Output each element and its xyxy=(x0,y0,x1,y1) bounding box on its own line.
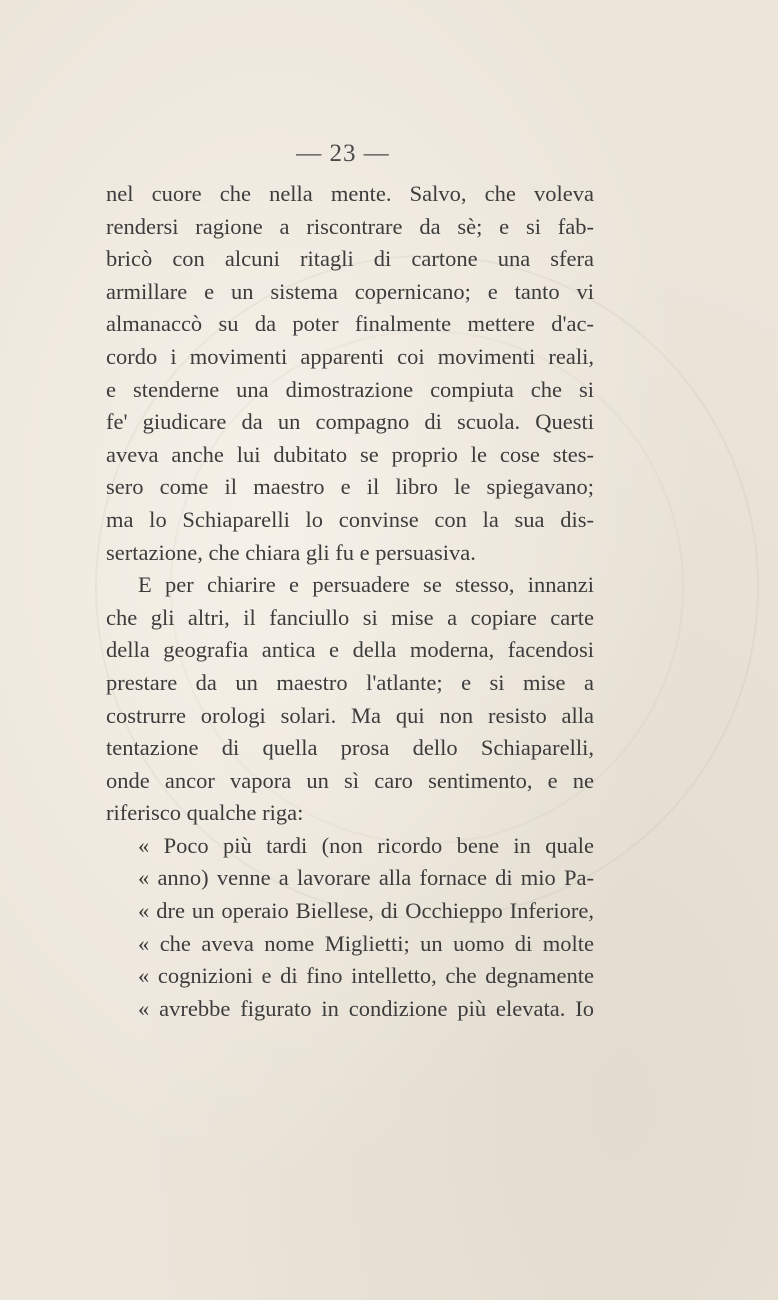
text-line: almanaccò su da poter finalmente mettere d'ac- xyxy=(106,311,594,337)
text-line: sertazione, che chiara gli fu e persuasiva. xyxy=(106,539,476,565)
text-line: e stenderne una dimostrazione compiuta che si xyxy=(106,376,594,402)
page-number: — 23 — xyxy=(296,140,390,167)
quote-line: « cognizioni e di fino intelletto, che degnamente xyxy=(138,963,594,989)
text-line: prestare da un maestro l'atlante; e si mise a xyxy=(106,669,594,695)
text-line: che gli altri, il fanciullo si mise a copiare carte xyxy=(106,604,594,630)
text-line: bricò con alcuni ritagli di cartone una sfera xyxy=(106,246,594,272)
quote-line: « Poco più tardi (non ricordo bene in quale xyxy=(138,832,594,858)
text-line: costrurre orologi solari. Ma qui non resisto alla xyxy=(106,702,594,728)
quote-line: « dre un operaio Biellese, di Occhieppo Inferiore, xyxy=(138,898,594,924)
text-line: rendersi ragione a riscontrare da sè; e si fab- xyxy=(106,213,594,239)
text-line: riferisco qualche riga: xyxy=(106,800,304,826)
quote-line: « anno) venne a lavorare alla fornace di mio Pa- xyxy=(138,865,594,891)
text-line: ma lo Schiaparelli lo convinse con la sua dis- xyxy=(106,506,594,532)
text-line: onde ancor vapora un sì caro sentimento, e ne xyxy=(106,767,594,793)
text-line: cordo i movimenti apparenti coi movimenti reali, xyxy=(106,343,594,369)
text-line: fe' giudicare da un compagno di scuola. Questi xyxy=(106,409,594,435)
text-line: armillare e un sistema copernicano; e tanto vi xyxy=(106,278,594,304)
text-line: aveva anche lui dubitato se proprio le cose stes- xyxy=(106,441,594,467)
text-line: tentazione di quella prosa dello Schiaparelli, xyxy=(106,735,594,761)
text-line: E per chiarire e persuadere se stesso, innanzi xyxy=(138,572,594,598)
text-line: nel cuore che nella mente. Salvo, che voleva xyxy=(106,181,594,206)
text-line: della geografia antica e della moderna, facendosi xyxy=(106,637,594,663)
quote-line: « che aveva nome Miglietti; un uomo di molte xyxy=(138,930,594,956)
quote-line: « avrebbe figurato in condizione più elevata. Io xyxy=(138,995,594,1021)
text-line: sero come il maestro e il libro le spiegavano; xyxy=(106,474,594,500)
body-text xyxy=(106,178,594,1025)
